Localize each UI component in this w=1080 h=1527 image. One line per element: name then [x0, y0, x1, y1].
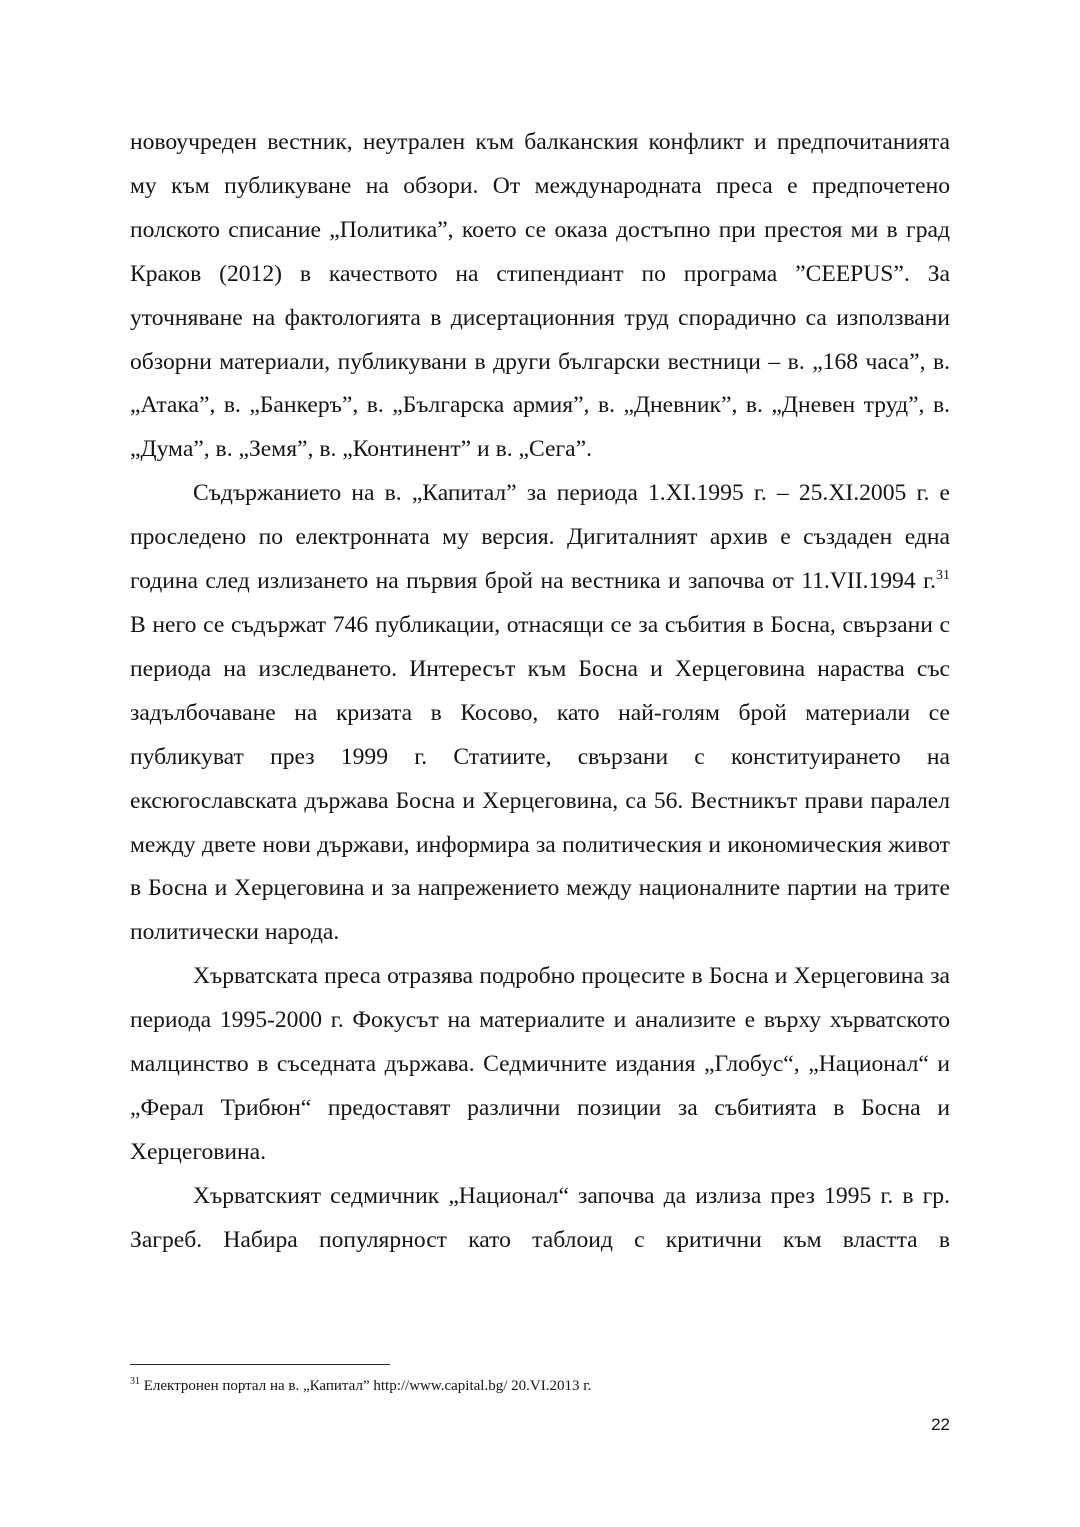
paragraph-capital — [130, 472, 950, 955]
page-number: 22 — [931, 1415, 950, 1434]
footnote — [130, 1376, 950, 1396]
footnote-text: Електронен портал на в. „Капитал” http://www.capital.bg/ 20.VI.2013 г. — [140, 1378, 592, 1394]
paragraph-nacional: Хърватският седмичник „Национал“ започва да излиза през 1995 г. в гр. Загреб. Набира популярност като таблоид с критични към властта в — [130, 1182, 950, 1253]
footnote-number: 31 — [130, 1376, 140, 1387]
paragraph-capital-text-b: В него се съдържат 746 публикации, отнасящи се за събития в Босна, свързани с периода на изследването. Интересът към Босна и Херцеговина нараства със задълбочаване на кризата в Косово, като най-голям брой материали се публикуват през 1999 г. Статиите, свързани с конституирането на ексюгославската държава Босна и Херцеговина, са 56. Вестникът прави паралел между двете нови държави, информира за политическия и икономическия живот в Босна и Херцеговина и за напрежението между националните партии на трите политически народа. — [130, 611, 950, 946]
paragraph-continuation: новоучреден вестник, неутрален към балканския конфликт и предпочитанията му към публикуване на обзори. От международната преса е предпочетено полското списание „Политика”, което се оказа достъпно при престоя ми в град Краков (2012) в качеството на стипендиант по програма ”CEEPUS”. За уточняване на фактологията в дисертационния труд спорадично са използвани обзорни материали, публикувани в други български вестници – в. „168 часа”, в. „Атака”, в. „Банкеръ”, в. „Българска армия”, в. „Дневник”, в. „Дневен труд”, в. „Дума”, в. „Земя”, в. „Континент” и в. „Сега”. — [130, 129, 950, 463]
footnote-reference: 31 — [936, 568, 950, 584]
body-text — [130, 121, 950, 1263]
paragraph-capital-text-a: Съдържанието на в. „Капитал” за периода 1.XI.1995 г. – 25.XI.2005 г. е проследено по електронната му версия. Дигиталният архив е създаден една година след излизането на първия брой на вестника и започва от 11.VII.1994 г. — [130, 480, 950, 595]
footnote-separator — [130, 1364, 390, 1365]
paragraph-croatian-press: Хърватската преса отразява подробно процесите в Босна и Херцеговина за периода 1995-2000 г. Фокусът на материалите и анализите е върху хърватското малцинство в съседната държава. Седмичните издания „Глобус“, „Национал“ и „Ферал Трибюн“ предоставят различни позиции за събитията в Босна и Херцеговина. — [130, 963, 950, 1165]
